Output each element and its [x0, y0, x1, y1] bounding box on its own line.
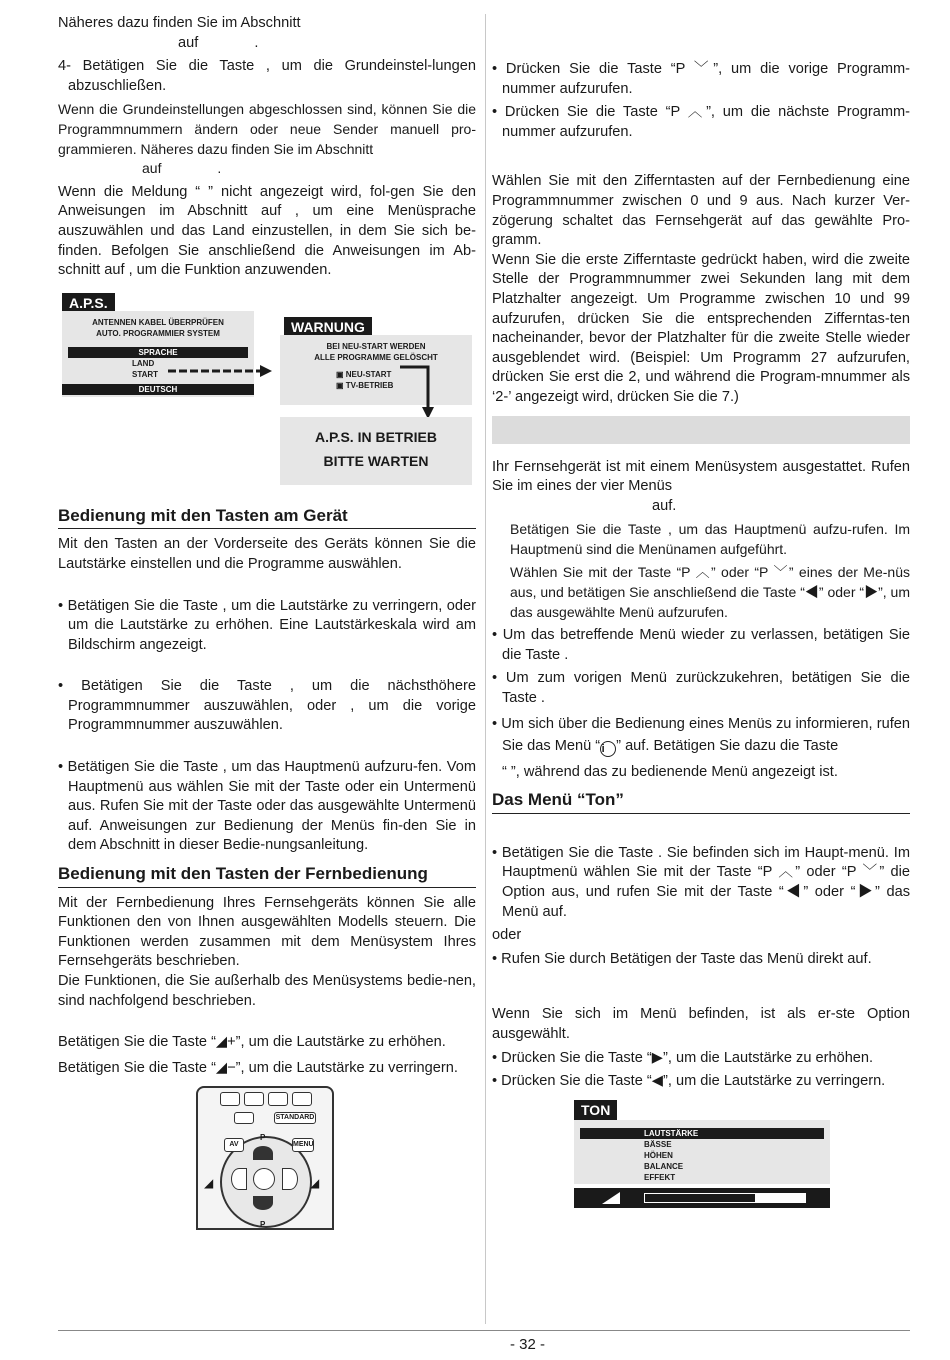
- text: Näheres dazu finden Sie im Abschnitt: [58, 15, 301, 31]
- warning-tag: WARNUNG: [284, 317, 372, 339]
- right-column: [492, 14, 910, 1214]
- paragraph: Ihr Fernsehgerät ist mit einem Menüsystem ausgestattet. Rufen Sie im eines der vier Menüs: [492, 458, 910, 495]
- paragraph: Mit den Tasten an der Vorderseite des Geräts können Sie die Lautstärke einstellen und die Programme auswählen.: [58, 536, 476, 572]
- paragraph: auf.: [652, 497, 677, 514]
- ton-item: LAUTSTÄRKE: [580, 1128, 824, 1139]
- warning-option: ▣ NEU-START: [336, 369, 392, 379]
- paragraph: Wählen Sie mit der Taste “P ︿” oder “P ﹀” eines der Me-nüs aus, und betätigen Sie anschließend die Taste “◀” oder “▶”, um das ausgewählte Menü aufzurufen.: [510, 564, 910, 620]
- arrow-icon: [168, 363, 274, 379]
- bullet: • Drücken Sie die Taste “▶”, um die Lautstärke zu erhöhen.: [492, 1049, 874, 1066]
- bullet: • Drücken Sie die Taste “◀”, um die Lautstärke zu verringern.: [492, 1073, 886, 1090]
- ton-item: HÖHEN: [644, 1150, 673, 1160]
- left-key: [231, 1168, 247, 1190]
- aps-value: DEUTSCH: [62, 384, 254, 395]
- bullet: • Drücken Sie die Taste “P ︿”, um die nächste Programm-nummer aufzurufen.: [492, 104, 910, 140]
- remote-button: [220, 1092, 240, 1106]
- bullet: • Betätigen Sie die Taste , um das Hauptmenü aufzuru-fen. Vom Hauptmenü aus wählen Sie mit der Taste oder ein Untermenü aus. Rufen Sie mit der Taste oder das ausgewählte Untermenü auf. Anweisungen zur Bedienung der Menüs fin-den Sie in dem Abschnitt in dieser Bedie-nungsanleitung.: [58, 759, 476, 854]
- bullet: • Um das betreffende Menü wieder zu verlassen, betätigen Sie die Taste .: [492, 627, 910, 663]
- aps-figure: [58, 293, 476, 488]
- aps-panel: [62, 311, 254, 397]
- volume-icon: [602, 1192, 620, 1204]
- aps-line: AUTO. PROGRAMMIER SYSTEM: [96, 328, 220, 338]
- paragraph: Wenn Sie sich im Menü befinden, ist als er-ste Option ausgewählt.: [492, 1006, 910, 1042]
- paragraph: Wenn Sie die erste Zifferntaste gedrückt haben, wird die zweite Stelle der Programmnummer zwei Sekunden lang mit dem Platzhalter angezeigt. Um Programme zwischen 10 und 99 aufzurufen, drücken Sie die entsprechenden Zifferntas-ten nacheinander, bevor der Platzhalter für die zweite Stelle wieder ausgeblendet wird. (Beispiel: Um Programm 27 aufzurufen, drücken Sie erst die 2, und während die Program-mnummer als ‘2-’ angezeigt wird, drücken Sie die 7.): [492, 251, 910, 405]
- text: Wenn die Grundeinstellungen abgeschlossen sind, können Sie die Programmnummern ändern oder neue Sender manuell pro-grammieren. Näheres dazu finden Sie im Abschnitt: [58, 101, 476, 157]
- info-icon: i: [600, 741, 616, 757]
- bullet: • Betätigen Sie die Taste . Sie befinden sich im Haupt-menü. Im Hauptmenü wählen Sie mit der Taste “P ︿” oder “P ﹀” die Option aus, und rufen Sie mit der Taste “◀” oder “▶” das Menü auf.: [492, 844, 910, 920]
- standard-button: STANDARD: [274, 1112, 316, 1124]
- bullet: • Rufen Sie durch Betätigen der Taste das Menü direkt auf.: [492, 950, 872, 967]
- volume-up-icon: ◢: [310, 1176, 320, 1191]
- text: .: [217, 160, 222, 177]
- text: ” auf. Betätigen Sie dazu die Taste: [616, 737, 839, 754]
- paragraph: [58, 14, 476, 53]
- text: auf: [142, 160, 162, 177]
- arrow-down-icon: [398, 365, 438, 421]
- paragraph: Betätigen Sie die Taste “◢−”, um die Lautstärke zu verringern.: [58, 1059, 458, 1076]
- text: • Um sich über die Bedienung eines Menüs zu informieren, rufen Sie das Menü “: [492, 715, 910, 754]
- ton-tag: TON: [574, 1100, 617, 1122]
- volume-fill: [645, 1194, 755, 1202]
- av-button: AV: [224, 1138, 244, 1152]
- text: .: [254, 34, 259, 51]
- running-line: A.P.S. IN BETRIEB: [315, 428, 437, 445]
- ton-panel: [574, 1120, 830, 1184]
- paragraph: 4- Betätigen Sie die Taste , um die Grundeinstel-lungen abzuschließen.: [58, 58, 476, 94]
- left-column: [58, 14, 476, 1230]
- aps-running-panel: [280, 417, 472, 485]
- aps-line: ANTENNEN KABEL ÜBERPRÜFEN: [92, 317, 224, 327]
- remote-control-illustration: [196, 1086, 334, 1230]
- warning-line: ALLE PROGRAMME GELÖSCHT: [314, 352, 438, 362]
- section-bar: [492, 416, 910, 444]
- remote-button: [292, 1092, 312, 1106]
- up-key: [253, 1146, 273, 1160]
- warning-line: BEI NEU-START WERDEN: [326, 341, 426, 351]
- warning-option: ▣ TV-BETRIEB: [336, 380, 394, 390]
- paragraph: Wählen Sie mit den Zifferntasten auf der Fernbedienung eine Programmnummer zwischen 0 und 9 aus. Nach kurzer Ver-zögerung schaltet das Fernsehgerät auf das gewählte Pro-gramm.: [492, 173, 910, 249]
- paragraph: Mit der Fernbedienung Ihres Fernsehgeräts können Sie alle Funktionen den von Ihnen ausgewählten Modells steuern. Die Funktionen werden zusammen mit dem Menüsystem Ihres Fernsehgeräts beschrieben.: [58, 894, 476, 970]
- ton-item: BÄSSE: [644, 1139, 672, 1149]
- footer-rule: [58, 1330, 910, 1331]
- column-divider: [485, 14, 486, 1324]
- ton-item: EFFEKT: [644, 1172, 676, 1182]
- bullet: [492, 713, 910, 757]
- text: auf: [178, 34, 199, 51]
- teletext-button: [234, 1112, 254, 1124]
- bullet: • Um zum vorigen Menü zurückzukehren, betätigen Sie die Taste .: [492, 670, 910, 707]
- menu-button: MENU: [292, 1138, 314, 1152]
- paragraph: Betätigen Sie die Taste , um das Hauptmenü aufzu-rufen. Im Hauptmenü sind die Menünamen aufgeführt.: [510, 521, 910, 557]
- running-line: BITTE WARTEN: [323, 452, 429, 469]
- ton-item: BALANCE: [644, 1161, 684, 1171]
- section-heading: Bedienung mit den Tasten am Gerät: [58, 506, 476, 530]
- paragraph: Wenn die Meldung “ ” nicht angezeigt wird, fol-gen Sie den Anweisungen im Abschnitt auf , um eine Menüsprache auszuwählen und das Land einzustellen, in dem Sie sich be-finden. Befolgen Sie anschließend die Anweisungen im Ab-schnitt auf , um die Funktion anzuwenden.: [58, 183, 476, 279]
- aps-tag: A.P.S.: [62, 293, 115, 315]
- paragraph: oder: [492, 927, 522, 944]
- bullet: • Betätigen Sie die Taste , um die Lautstärke zu verringern, oder um die Lautstärke zu erhöhen. Eine Lautstärkeskala wird am Bildschirm angezeigt.: [58, 597, 476, 653]
- program-down-label: P: [260, 1220, 266, 1230]
- bullet: • Drücken Sie die Taste “P ﹀”, um die vorige Programm-nummer aufzurufen.: [492, 61, 910, 97]
- ton-menu-figure: [574, 1100, 830, 1214]
- volume-down-icon: ◢: [204, 1176, 214, 1191]
- remote-button: [268, 1092, 288, 1106]
- paragraph: Die Funktionen, die Sie außerhalb des Menüsystems bedie-nen, sind nachfolgend beschrieben.: [58, 973, 476, 1009]
- aps-item: LAND: [132, 358, 155, 368]
- remote-button: [244, 1092, 264, 1106]
- paragraph: Betätigen Sie die Taste “◢+”, um die Lautstärke zu erhöhen.: [58, 1034, 446, 1051]
- paragraph: [58, 100, 476, 178]
- section-heading: Das Menü “Ton”: [492, 790, 910, 814]
- volume-scale: [644, 1193, 806, 1203]
- volume-bar: [574, 1188, 830, 1208]
- section-heading: Bedienung mit den Tasten der Fernbedienung: [58, 864, 476, 888]
- aps-item: SPRACHE: [68, 347, 248, 358]
- paragraph: “ ”, während das zu bedienende Menü angezeigt ist.: [502, 763, 838, 780]
- bullet: • Betätigen Sie die Taste , um die nächsthöhere Programmnummer auszuwählen, oder , um die vorige Programmnummer auszuwählen.: [58, 678, 476, 734]
- aps-item: START: [132, 369, 159, 379]
- warning-panel: [280, 335, 472, 405]
- page-number: - 32 -: [509, 1336, 545, 1353]
- program-up-label: P: [260, 1133, 266, 1143]
